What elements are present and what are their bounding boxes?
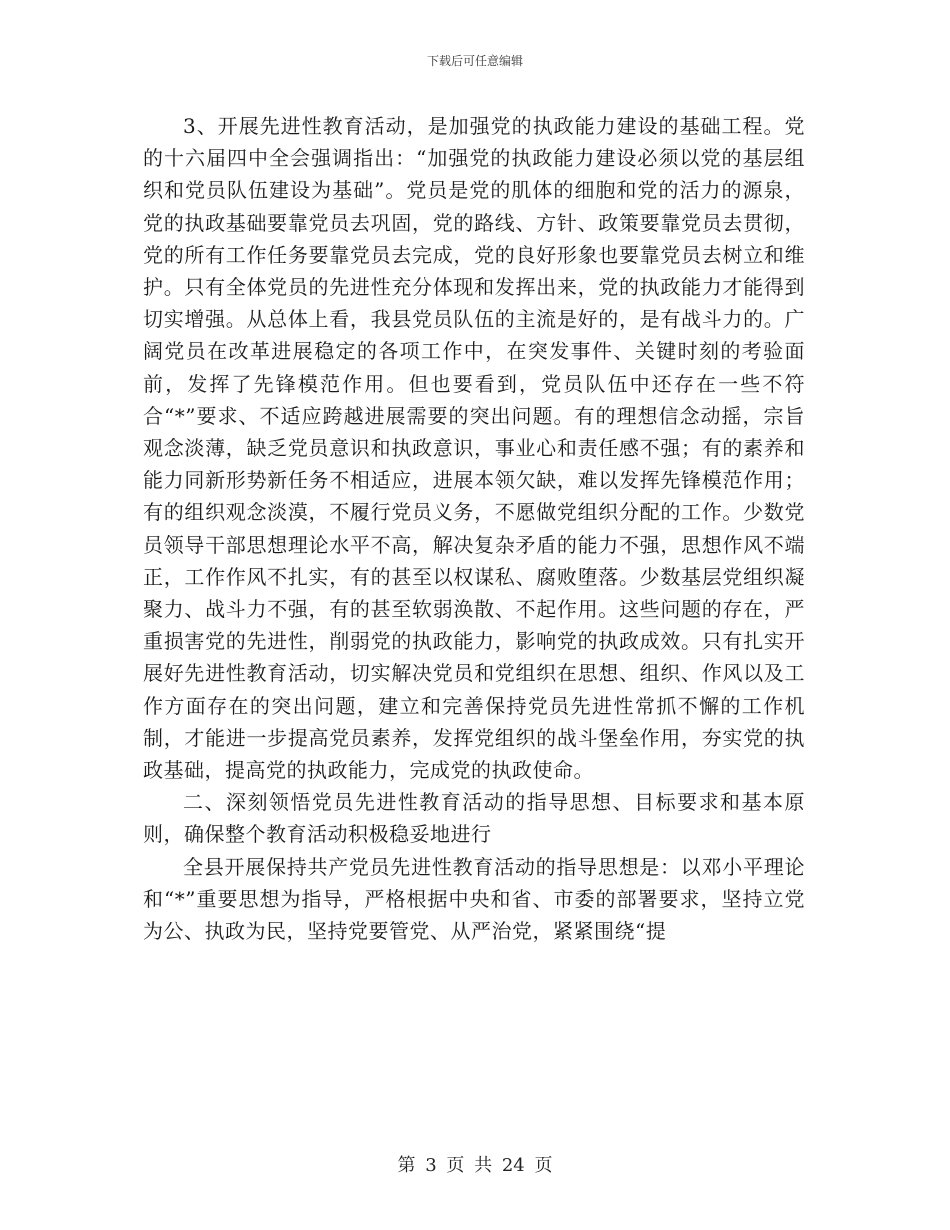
page-number-footer: 第 3 页 共 24 页 — [397, 1155, 553, 1176]
document-body — [143, 110, 805, 947]
section-heading-two: 二、深刻领悟党员先进性教育活动的指导思想、目标要求和基本原则，确保整个教育活动积极稳妥地进行 — [143, 790, 805, 847]
page-header: 下载后可任意编辑 — [426, 54, 523, 68]
paragraph-3-party-governance: 3、开展先进性教育活动，是加强党的执政能力建设的基础工程。党的十六届四中全会强调指出：“加强党的执政能力建设必须以党的基层组织和党员队伍建设为基础”。党员是党的肌体的细胞和党的活力的源泉，党的执政基础要靠党员去巩固，党的路线、方针、政策要靠党员去贯彻，党的所有工作任务要靠党员去完成，党的良好形象也要靠党员去树立和维护。只有全体党员的先进性充分体现和发挥出来，党的执政能力才能得到切实增强。从总体上看，我县党员队伍的主流是好的，是有战斗力的。广阔党员在改革进展稳定的各项工作中，在突发事件、关键时刻的考验面前，发挥了先锋模范作用。但也要看到，党员队伍中还存在一些不符合“*”要求、不适应跨越进展需要的突出问题。有的理想信念动摇，宗旨观念淡薄，缺乏党员意识和执政意识，事业心和责任感不强；有的素养和能力同新形势新任务不相适应，进展本领欠缺，难以发挥先锋模范作用；有的组织观念淡漠，不履行党员义务，不愿做党组织分配的工作。少数党员领导干部思想理论水平不高，解决复杂矛盾的能力不强，思想作风不端正，工作作风不扎实，有的甚至以权谋私、腐败堕落。少数基层党组织凝聚力、战斗力不强，有的甚至软弱涣散、不起作用。这些问题的存在，严重损害党的先进性，削弱党的执政能力，影响党的执政成效。只有扎实开展好先进性教育活动，切实解决党员和党组织在思想、组织、作风以及工作方面存在的突出问题，建立和完善保持党员先进性常抓不懈的工作机制，才能进一步提高党员素养，发挥党组织的战斗堡垒作用，夯实党的执政基础，提高党的执政能力，完成党的执政使命。 — [143, 114, 805, 783]
paragraph-guiding-ideology: 全县开展保持共产党员先进性教育活动的指导思想是：以邓小平理论和“*”重要思想为指导，严格根据中央和省、市委的部署要求，坚持立党为公、执政为民，坚持党要管党、从严治党，紧紧围绕“提 — [143, 854, 805, 944]
